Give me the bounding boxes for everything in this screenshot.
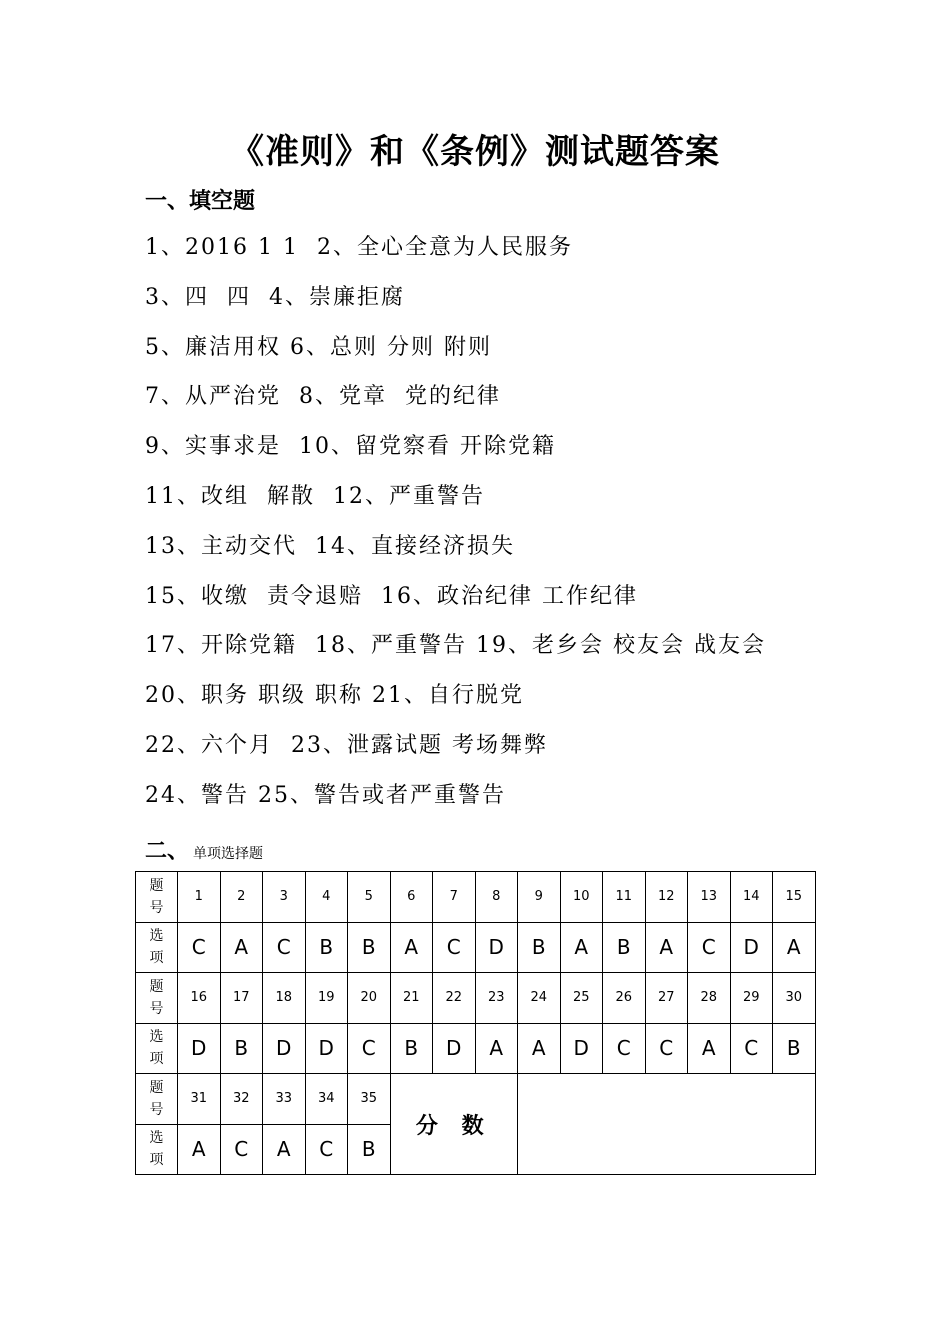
answer-choice: C [305,1124,348,1175]
question-number: 23 [475,973,518,1024]
question-number: 4 [305,872,348,923]
answer-line: 15、收缴 责令退赔 16、政治纪律 工作纪律 [145,583,638,609]
answer-choice: A [518,1023,561,1074]
answer-choice: A [688,1023,731,1074]
question-number: 2 [220,872,263,923]
question-number: 14 [730,872,773,923]
section-2-label: 单项选择题 [193,846,264,862]
question-number-row [136,872,816,923]
answer-choice: A [773,922,816,973]
answer-choice: D [305,1023,348,1074]
question-number: 6 [390,872,433,923]
answer-row [136,1023,816,1074]
answer-choice: A [475,1023,518,1074]
answer-choice: A [178,1124,221,1175]
question-number: 28 [688,973,731,1024]
answer-line: 22、六个月 23、泄露试题 考场舞弊 [145,732,548,758]
answer-line: 7、从严治党 8、党章 党的纪律 [145,384,501,410]
answer-choice: C [348,1023,391,1074]
page-title: 《准则》和《条例》测试题答案 [230,132,720,172]
answer-line: 1、2016 1 1 2、全心全意为人民服务 [145,235,573,260]
answer-choice: B [348,1124,391,1175]
answer-choice: A [560,922,603,973]
answer-table [135,871,816,1175]
answer-row [136,922,816,973]
question-number: 26 [603,973,646,1024]
question-number: 17 [220,973,263,1024]
question-number: 22 [433,973,476,1024]
answer-choice: B [348,922,391,973]
question-number: 7 [433,872,476,923]
question-number: 35 [348,1074,391,1125]
question-number: 18 [263,973,306,1024]
answer-choice: C [220,1124,263,1175]
answer-choice: A [645,922,688,973]
question-number: 30 [773,973,816,1024]
row-header: 选 项 [136,922,178,973]
answer-line: 11、改组 解散 12、严重警告 [145,483,485,509]
answer-choice: D [433,1023,476,1074]
answer-choice: D [475,922,518,973]
answer-line: 13、主动交代 14、直接经济损失 [145,533,515,559]
section-1-heading: 一、填空题 [145,189,256,214]
question-number-row [136,973,816,1024]
answer-choice: C [603,1023,646,1074]
question-number: 31 [178,1074,221,1125]
question-number: 12 [645,872,688,923]
answer-choice: B [603,922,646,973]
question-number: 33 [263,1074,306,1125]
answer-choice: C [688,922,731,973]
answer-choice: C [730,1023,773,1074]
answer-choice: B [518,922,561,973]
question-number: 11 [603,872,646,923]
row-header: 题 号 [136,973,178,1024]
question-number: 32 [220,1074,263,1125]
question-number: 25 [560,973,603,1024]
section-2-heading [145,834,263,865]
answer-line: 17、开除党籍 18、严重警告 19、老乡会 校友会 战友会 [145,633,766,659]
section-2-number: 二、 [145,839,190,864]
question-number: 9 [518,872,561,923]
answer-choice: D [730,922,773,973]
question-number: 16 [178,973,221,1024]
row-header: 选 项 [136,1023,178,1074]
question-number: 24 [518,973,561,1024]
question-number: 8 [475,872,518,923]
question-number: 21 [390,973,433,1024]
row-header: 选 项 [136,1124,178,1175]
question-number: 15 [773,872,816,923]
answer-choice: B [773,1023,816,1074]
answer-choice: B [305,922,348,973]
answer-choice: B [220,1023,263,1074]
answer-choice: A [390,922,433,973]
question-number: 27 [645,973,688,1024]
fill-in-answers [145,230,865,828]
score-label: 分 数 [390,1074,518,1175]
answer-line: 20、职务 职级 职称 21、自行脱党 [145,683,524,709]
answer-choice: D [178,1023,221,1074]
question-number: 19 [305,973,348,1024]
answer-line: 24、警告 25、警告或者严重警告 [145,782,506,808]
question-number: 13 [688,872,731,923]
answer-choice: C [433,922,476,973]
answer-choice: D [263,1023,306,1074]
question-number: 34 [305,1074,348,1125]
question-number: 3 [263,872,306,923]
question-number: 20 [348,973,391,1024]
row-header: 题 号 [136,872,178,923]
answer-line: 3、四 四 4、崇廉拒腐 [145,284,405,310]
score-value-cell [518,1074,816,1175]
answer-choice: A [220,922,263,973]
question-number: 10 [560,872,603,923]
question-number: 29 [730,973,773,1024]
row-header: 题 号 [136,1074,178,1125]
question-number-row [136,1074,816,1125]
answer-choice: D [560,1023,603,1074]
answer-choice: C [178,922,221,973]
answer-choice: B [390,1023,433,1074]
answer-line: 9、实事求是 10、留党察看 开除党籍 [145,434,556,460]
question-number: 5 [348,872,391,923]
answer-line: 5、廉洁用权 6、总则 分则 附则 [145,334,492,360]
answer-choice: C [645,1023,688,1074]
answer-choice: C [263,922,306,973]
question-number: 1 [178,872,221,923]
answer-choice: A [263,1124,306,1175]
